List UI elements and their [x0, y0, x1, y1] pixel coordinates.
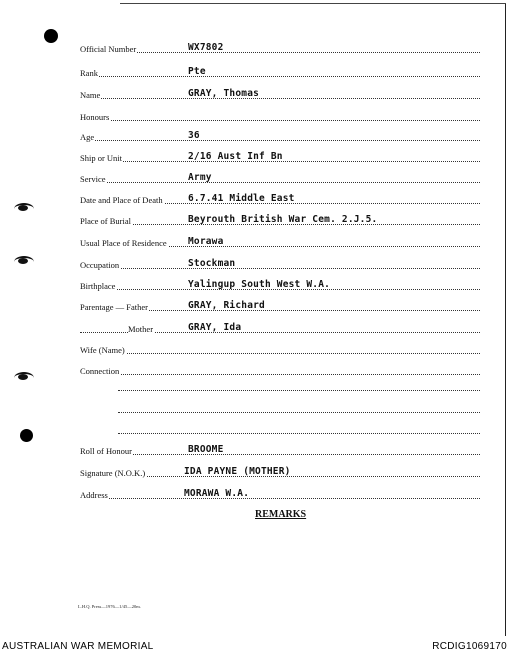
field-value: 6.7.41 Middle East — [188, 193, 295, 204]
field-age — [80, 126, 480, 144]
field-value: Stockman — [188, 258, 236, 269]
field-label: Address — [80, 490, 108, 500]
punch-hole — [44, 29, 58, 43]
field-label: Occupation — [80, 260, 120, 270]
field-connection — [80, 360, 480, 378]
field-official-number — [80, 38, 480, 56]
connection-line — [118, 411, 480, 413]
field-value: 2/16 Aust Inf Bn — [188, 151, 283, 162]
dotted-line — [80, 353, 480, 354]
archive-footer — [0, 640, 510, 654]
field-value: Morawa — [188, 236, 224, 247]
field-label: Age — [80, 132, 95, 142]
field-label: Name — [80, 90, 101, 100]
field-label: Date and Place of Death — [80, 195, 163, 205]
field-date-place-death — [80, 189, 480, 207]
field-honours — [80, 106, 480, 124]
field-label: Ship or Unit — [80, 153, 123, 163]
dotted-line — [80, 76, 480, 77]
dotted-line — [80, 268, 480, 269]
field-occupation — [80, 254, 480, 272]
field-label: Birthplace — [80, 281, 116, 291]
dotted-line — [80, 52, 480, 53]
field-value: IDA PAYNE (MOTHER) — [184, 466, 291, 477]
field-label: Official Number — [80, 44, 137, 54]
remarks-heading: REMARKS — [255, 509, 307, 520]
page-edge-right — [505, 4, 506, 636]
institution-name: AUSTRALIAN WAR MEMORIAL — [2, 641, 154, 652]
field-value: Army — [188, 172, 212, 183]
record-id: RCDIG1069170 — [432, 641, 507, 652]
field-value: GRAY, Richard — [188, 300, 265, 311]
field-rank — [80, 62, 480, 80]
dotted-line — [80, 498, 480, 499]
field-label: Usual Place of Residence — [80, 238, 167, 248]
field-label: Signature (N.O.K.) — [80, 468, 146, 478]
field-ship-or-unit — [80, 147, 480, 165]
field-label: Place of Burial — [80, 216, 131, 226]
field-value: Yalingup South West W.A. — [188, 279, 331, 290]
binder-clip-mark — [14, 203, 34, 215]
field-label: Mother — [128, 324, 154, 334]
field-name — [80, 84, 480, 102]
field-service — [80, 168, 480, 186]
page-edge-top — [120, 3, 506, 4]
dotted-line — [80, 374, 480, 375]
field-usual-residence — [80, 232, 480, 250]
field-roll-of-honour — [80, 440, 480, 458]
field-place-of-burial — [80, 210, 480, 228]
field-address — [80, 484, 480, 502]
field-value: MORAWA W.A. — [184, 488, 250, 499]
field-value: Beyrouth British War Cem. 2.J.5. — [188, 214, 378, 225]
field-signature-nok — [80, 462, 480, 480]
connection-line — [118, 389, 480, 391]
dotted-line — [80, 98, 480, 99]
field-label: Parentage — Father — [80, 302, 148, 312]
field-value: Pte — [188, 66, 206, 77]
field-wife — [80, 339, 480, 357]
field-mother — [80, 318, 480, 336]
field-value: 36 — [188, 130, 200, 141]
field-parentage-father — [80, 296, 480, 314]
field-label: Connection — [80, 366, 120, 376]
binder-clip-mark — [14, 256, 34, 268]
punch-hole — [20, 429, 33, 442]
field-value: GRAY, Ida — [188, 322, 242, 333]
dotted-line — [80, 120, 480, 121]
field-birthplace — [80, 275, 480, 293]
field-label: Honours — [80, 112, 110, 122]
field-value: GRAY, Thomas — [188, 88, 260, 99]
field-label: Roll of Honour — [80, 446, 132, 456]
binder-clip-mark — [14, 372, 34, 384]
dotted-line — [80, 140, 480, 141]
field-value: WX7802 — [188, 42, 224, 53]
print-note: L.H.Q. Press—1976—1/45—20m. — [78, 604, 141, 609]
field-label: Wife (Name) — [80, 345, 125, 355]
field-label: Service — [80, 174, 106, 184]
dotted-line — [80, 454, 480, 455]
connection-line — [118, 432, 480, 434]
dotted-line — [80, 182, 480, 183]
field-value: BROOME — [188, 444, 224, 455]
field-label: Rank — [80, 68, 98, 78]
